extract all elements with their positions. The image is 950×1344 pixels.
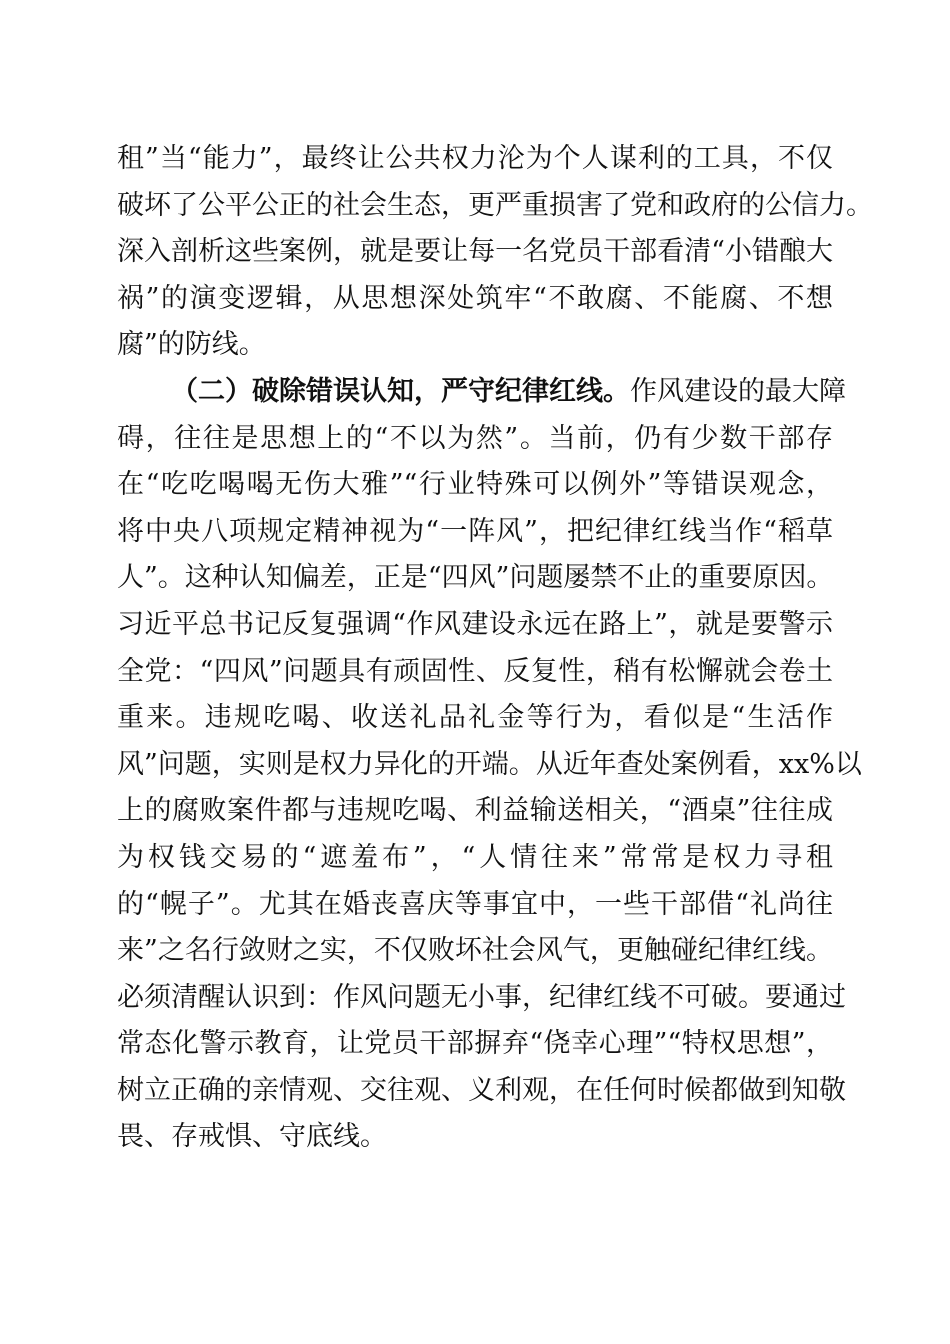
text-line: 树立正确的亲情观、交往观、义利观，在任何时候都做到知敬 bbox=[117, 1074, 846, 1106]
paragraph-1 bbox=[117, 136, 873, 369]
document-page bbox=[117, 136, 873, 1161]
text-line: 租”当“能力”，最终让公共权力沦为个人谋利的工具，不仅 bbox=[117, 143, 833, 174]
heading-line-rest: 作风建设的最大障 bbox=[630, 375, 846, 407]
text-line bbox=[117, 369, 846, 416]
text-line: 为权钱交易的“遮羞布”，“人情往来”常常是权力寻租 bbox=[117, 841, 833, 873]
text-line: 全党：“四风”问题具有顽固性、反复性，稍有松懈就会卷土 bbox=[117, 655, 833, 687]
text-line: 畏、存戒惧、守底线。 bbox=[117, 1121, 387, 1153]
text-line: 破坏了公平公正的社会生态，更严重损害了党和政府的公信力。 bbox=[117, 189, 873, 221]
text-line: 常态化警示教育，让党员干部摒弃“侥幸心理”“特权思想”， bbox=[117, 1028, 833, 1060]
text-line: 深入剖析这些案例，就是要让每一名党员干部看清“小错酿大 bbox=[117, 236, 833, 268]
text-line: 人”。这种认知偏差，正是“四风”问题屡禁不止的重要原因。 bbox=[117, 562, 834, 594]
paragraph-2 bbox=[117, 369, 862, 1161]
text-line: 来”之名行敛财之实，不仅败坏社会风气，更触碰纪律红线。 bbox=[117, 935, 833, 967]
text-line: 上的腐败案件都与违规吃喝、利益输送相关，“酒桌”往往成 bbox=[117, 795, 833, 827]
section-heading: （二）破除错误认知，严守纪律红线。 bbox=[171, 375, 630, 407]
text-line: 习近平总书记反复强调“作风建设永远在路上”，就是要警示 bbox=[117, 608, 833, 640]
text-line: 在“吃吃喝喝无伤大雅”“行业特殊可以例外”等错误观念， bbox=[117, 469, 833, 501]
text-line: 碍，往往是思想上的“不以为然”。当前，仍有少数干部存 bbox=[117, 422, 833, 454]
text-line: 腐”的防线。 bbox=[117, 329, 266, 361]
text-line: 风”问题，实则是权力异化的开端。从近年查处案例看，xx%以 bbox=[117, 748, 862, 780]
text-line: 重来。违规吃喝、收送礼品礼金等行为，看似是“生活作 bbox=[117, 702, 833, 734]
text-line: 将中央八项规定精神视为“一阵风”，把纪律红线当作“稻草 bbox=[117, 515, 833, 547]
text-line: 必须清醒认识到：作风问题无小事，纪律红线不可破。要通过 bbox=[117, 981, 846, 1013]
text-line: 祸”的演变逻辑，从思想深处筑牢“不敢腐、不能腐、不想 bbox=[117, 282, 833, 314]
text-line: 的“幌子”。尤其在婚丧喜庆等事宜中，一些干部借“礼尚往 bbox=[117, 888, 833, 920]
